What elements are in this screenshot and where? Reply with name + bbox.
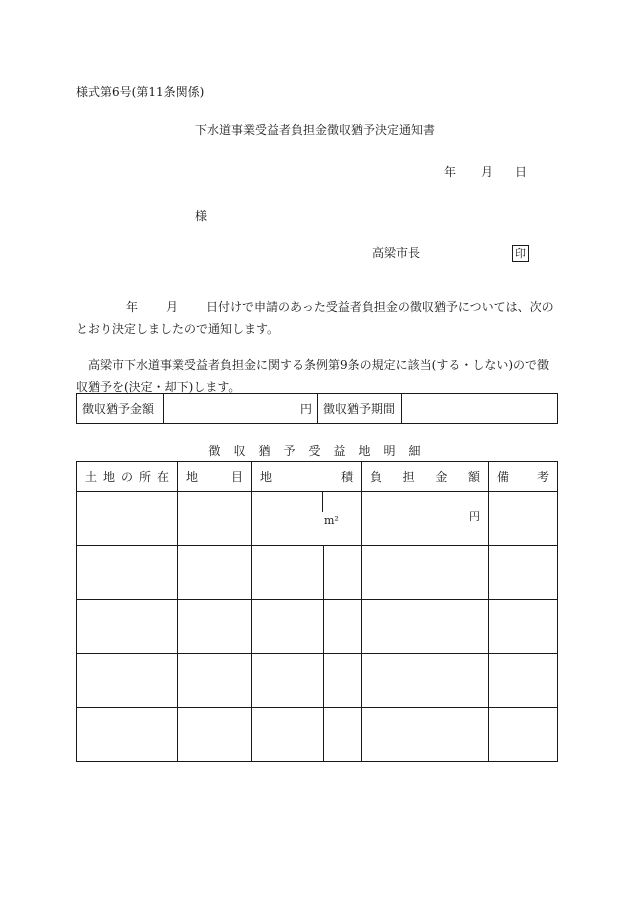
charge-cell[interactable]: [362, 654, 489, 708]
charge-cell[interactable]: [362, 546, 489, 600]
paragraph-month-label: 月: [166, 300, 179, 314]
notice-paragraph: [76, 296, 558, 340]
header-category: 地 目: [178, 462, 252, 492]
header-charge: 負 担 金 額: [362, 462, 489, 492]
header-remarks: 備 考: [489, 462, 558, 492]
remarks-cell[interactable]: [489, 708, 558, 762]
detail-section-title: 徴 収 猶 予 受 益 地 明 細: [208, 444, 422, 458]
charge-cell[interactable]: [362, 492, 489, 546]
deferral-amount-label: 徴収猶予金額: [77, 394, 164, 424]
deferral-amount-field[interactable]: [164, 394, 318, 424]
category-cell[interactable]: [178, 600, 252, 654]
area-integer-cell[interactable]: [252, 708, 324, 762]
paragraph-body: 日付けで申請のあった受益者負担金の徴収猶予については、次のとおり決定しましたので通知します。: [76, 300, 554, 336]
charge-cell[interactable]: [362, 708, 489, 762]
document-title: 下水道事業受益者負担金徴収猶予決定通知書: [195, 123, 436, 137]
category-cell[interactable]: [178, 708, 252, 762]
area-decimal-cell[interactable]: [324, 708, 362, 762]
decision-paragraph: [76, 354, 558, 398]
charge-unit: 円: [469, 510, 480, 523]
category-cell[interactable]: [178, 492, 252, 546]
header-location: 土 地 の 所 在: [77, 462, 178, 492]
remarks-cell[interactable]: [489, 600, 558, 654]
location-cell[interactable]: [77, 492, 178, 546]
remarks-cell[interactable]: [489, 654, 558, 708]
area-decimal-cell[interactable]: [324, 600, 362, 654]
area-cell[interactable]: [252, 492, 362, 546]
area-integer-cell[interactable]: [252, 600, 324, 654]
land-detail-table: [76, 461, 558, 762]
remarks-cell[interactable]: [489, 546, 558, 600]
location-cell[interactable]: [77, 546, 178, 600]
area-integer-cell[interactable]: [252, 546, 324, 600]
date-day-label: 日: [515, 165, 528, 179]
remarks-cell[interactable]: [489, 492, 558, 546]
area-integer-cell[interactable]: [252, 654, 324, 708]
location-cell[interactable]: [77, 600, 178, 654]
deferral-period-label: 徴収猶予期間: [318, 394, 402, 424]
charge-cell[interactable]: [362, 600, 489, 654]
date-year-label: 年: [444, 165, 457, 179]
area-decimal-cell[interactable]: [324, 546, 362, 600]
deferral-period-field[interactable]: [402, 394, 558, 424]
date-month-label: 月: [481, 165, 494, 179]
decision-text: 高梁市下水道事業受益者負担金に関する条例第9条の規定に該当(する・しない)ので徴収猶予を(決定・却下)します。: [76, 358, 550, 394]
header-area: 地 積: [252, 462, 362, 492]
deferral-summary-table: [76, 393, 558, 424]
location-cell[interactable]: [77, 708, 178, 762]
seal-stamp: 印: [512, 245, 529, 262]
paragraph-year-label: 年: [126, 300, 139, 314]
area-decimal-cell[interactable]: [324, 654, 362, 708]
area-unit: m²: [324, 514, 339, 527]
category-cell[interactable]: [178, 654, 252, 708]
recipient-honorific: 様: [195, 209, 208, 223]
category-cell[interactable]: [178, 546, 252, 600]
location-cell[interactable]: [77, 654, 178, 708]
form-number: 様式第6号(第11条関係): [76, 85, 205, 99]
amount-unit: 円: [299, 402, 312, 416]
issuer-name: 高梁市長: [372, 246, 421, 260]
